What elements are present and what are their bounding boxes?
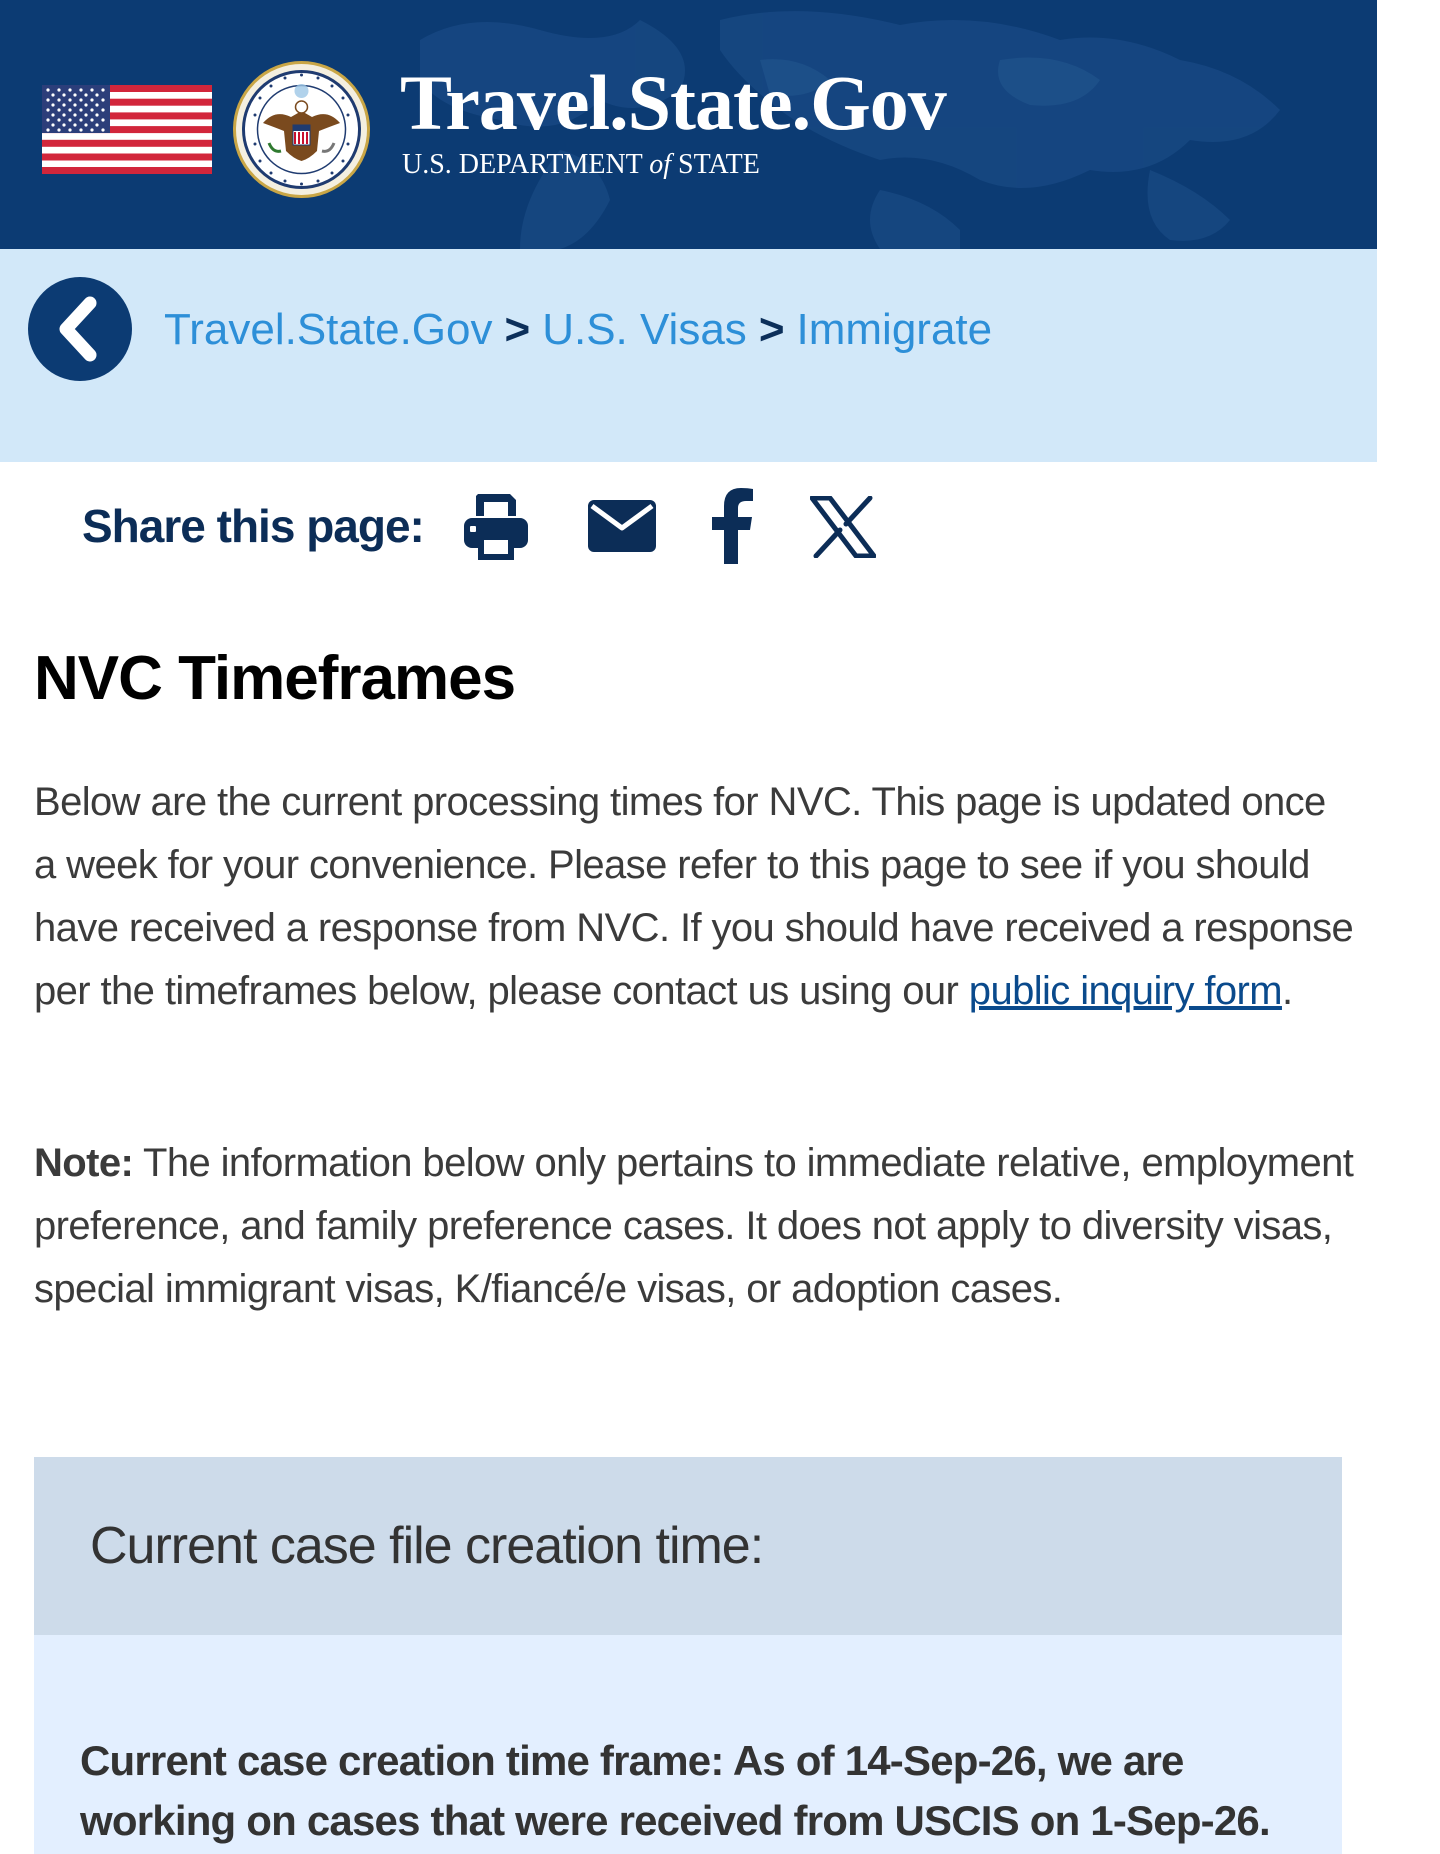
- print-icon: [460, 490, 532, 562]
- breadcrumb-trail: [164, 305, 992, 355]
- x-button[interactable]: [810, 496, 876, 558]
- note-label: Note:: [34, 1141, 134, 1185]
- email-button[interactable]: [586, 496, 658, 556]
- facebook-icon: [708, 488, 756, 564]
- intro-text: Below are the current processing times for NVC. This page is updated once a week for your convenience. Please refer to this page to see if you should have received a response from NVC. If you should have received a response per the timeframes below, please contact us using our: [34, 780, 1354, 1013]
- facebook-button[interactable]: [708, 488, 756, 564]
- subtitle-suffix: STATE: [671, 149, 760, 180]
- breadcrumb-link-home[interactable]: Travel.State.Gov: [164, 305, 493, 354]
- timeframe-body-text: Current case creation time frame: As of 14-Sep-26, we are working on cases that were received from USCIS on 1-Sep-26.: [80, 1737, 1270, 1844]
- breadcrumb: [0, 249, 1377, 462]
- intro-paragraph: [34, 771, 1354, 1023]
- breadcrumb-link-immigrate[interactable]: Immigrate: [796, 305, 993, 354]
- print-button[interactable]: [460, 490, 532, 562]
- note-paragraph: [34, 1132, 1354, 1321]
- subtitle-of: of: [649, 149, 672, 180]
- department-of-state-seal-icon: [233, 61, 370, 198]
- site-subtitle: [402, 148, 760, 182]
- timeframe-body: [34, 1635, 1342, 1854]
- timeframe-header: [34, 1457, 1342, 1635]
- intro-end: .: [1281, 969, 1293, 1013]
- x-icon: [810, 496, 876, 558]
- breadcrumb-separator: >: [758, 305, 785, 354]
- note-text: The information below only pertains to immediate relative, employment preference, and family preference cases. It does not apply to diversity visas, special immigrant visas, K/fiancé/e visas, or adoption cases.: [34, 1141, 1354, 1311]
- site-title[interactable]: Travel.State.Gov: [400, 59, 946, 146]
- breadcrumb-link-us-visas[interactable]: U.S. Visas: [542, 305, 747, 354]
- back-button[interactable]: [28, 277, 132, 381]
- us-flag-icon: [42, 85, 212, 174]
- timeframe-header-text: Current case file creation time:: [90, 1517, 764, 1575]
- breadcrumb-separator: >: [504, 305, 531, 354]
- public-inquiry-form-link[interactable]: public inquiry form: [968, 969, 1282, 1013]
- email-icon: [586, 496, 658, 556]
- share-label: Share this page:: [82, 500, 424, 552]
- subtitle-prefix: U.S. DEPARTMENT: [402, 149, 650, 180]
- site-header: [0, 0, 1377, 249]
- page-title: NVC Timeframes: [34, 644, 516, 713]
- chevron-left-icon: [28, 277, 132, 381]
